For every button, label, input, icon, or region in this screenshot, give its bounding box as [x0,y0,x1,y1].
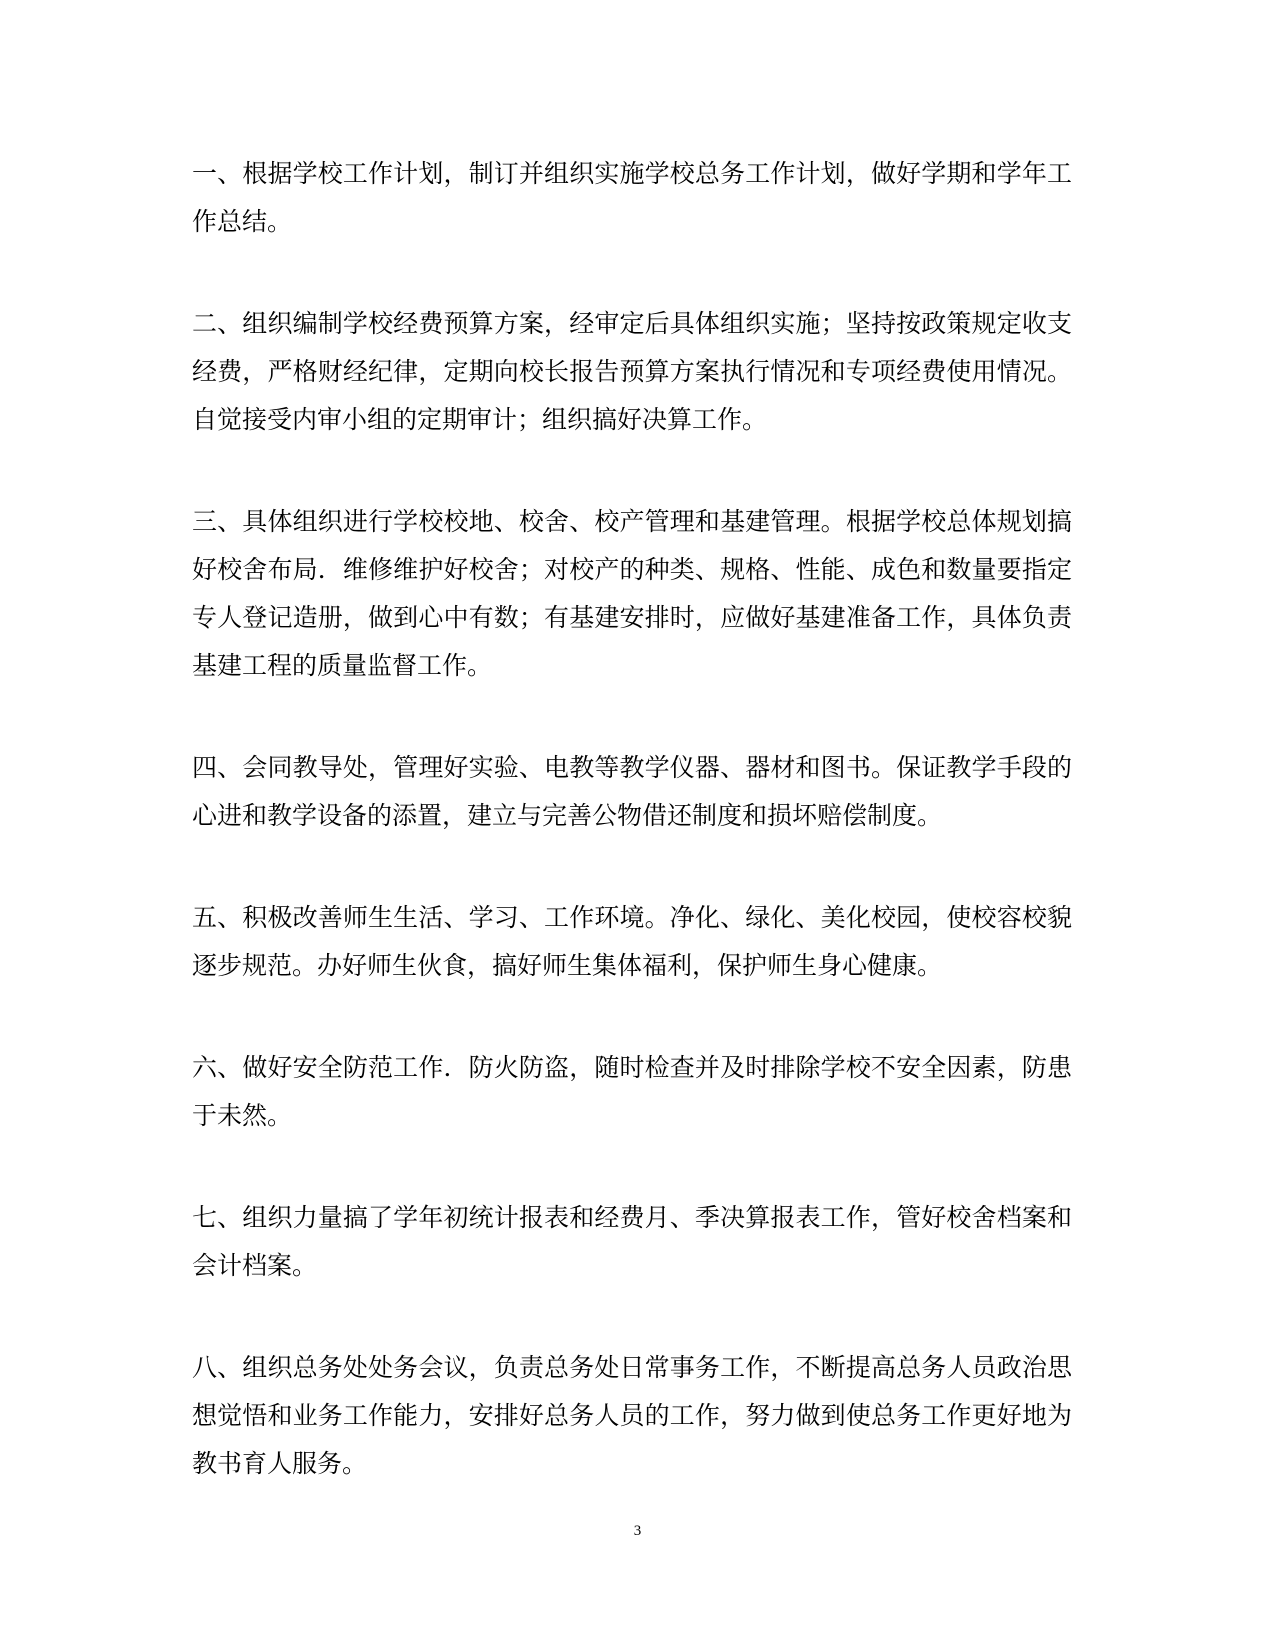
paragraph-2: 二、组织编制学校经费预算方案，经审定后具体组织实施；坚持按政策规定收支经费，严格财经纪律，定期向校长报告预算方案执行情况和专项经费使用情况。自觉接受内审小组的定期审计；组织搞好决算工作。 [192,309,1072,434]
paragraph-5: 五、积极改善师生生活、学习、工作环境。净化、绿化、美化校园，使校容校貌逐步规范。办好师生伙食，搞好师生集体福利，保护师生身心健康。 [192,903,1072,980]
paragraph-3: 三、具体组织进行学校校地、校舍、校产管理和基建管理。根据学校总体规划搞好校舍布局．维修维护好校舍；对校产的种类、规格、性能、成色和数量要指定专人登记造册，做到心中有数；有基建安排时，应做好基建准备工作，具体负责基建工程的质量监督工作。 [192,507,1072,680]
paragraph-6: 六、做好安全防范工作．防火防盗，随时检查并及时排除学校不安全因素，防患于未然。 [192,1053,1072,1130]
paragraph-7: 七、组织力量搞了学年初统计报表和经费月、季决算报表工作，管好校舍档案和会计档案。 [192,1203,1072,1280]
page-number: 3 [633,1523,642,1539]
paragraph-8: 八、组织总务处处务会议，负责总务处日常事务工作，不断提高总务人员政治思想觉悟和业务工作能力，安排好总务人员的工作，努力做到使总务工作更好地为教书育人服务。 [192,1353,1072,1478]
paragraph-4: 四、会同教导处，管理好实验、电教等教学仪器、器材和图书。保证教学手段的心进和教学设备的添置，建立与完善公物借还制度和损坏赔偿制度。 [192,753,1072,830]
paragraph-1: 一、根据学校工作计划，制订并组织实施学校总务工作计划，做好学期和学年工作总结。 [192,159,1072,236]
document-body [192,150,1072,1542]
